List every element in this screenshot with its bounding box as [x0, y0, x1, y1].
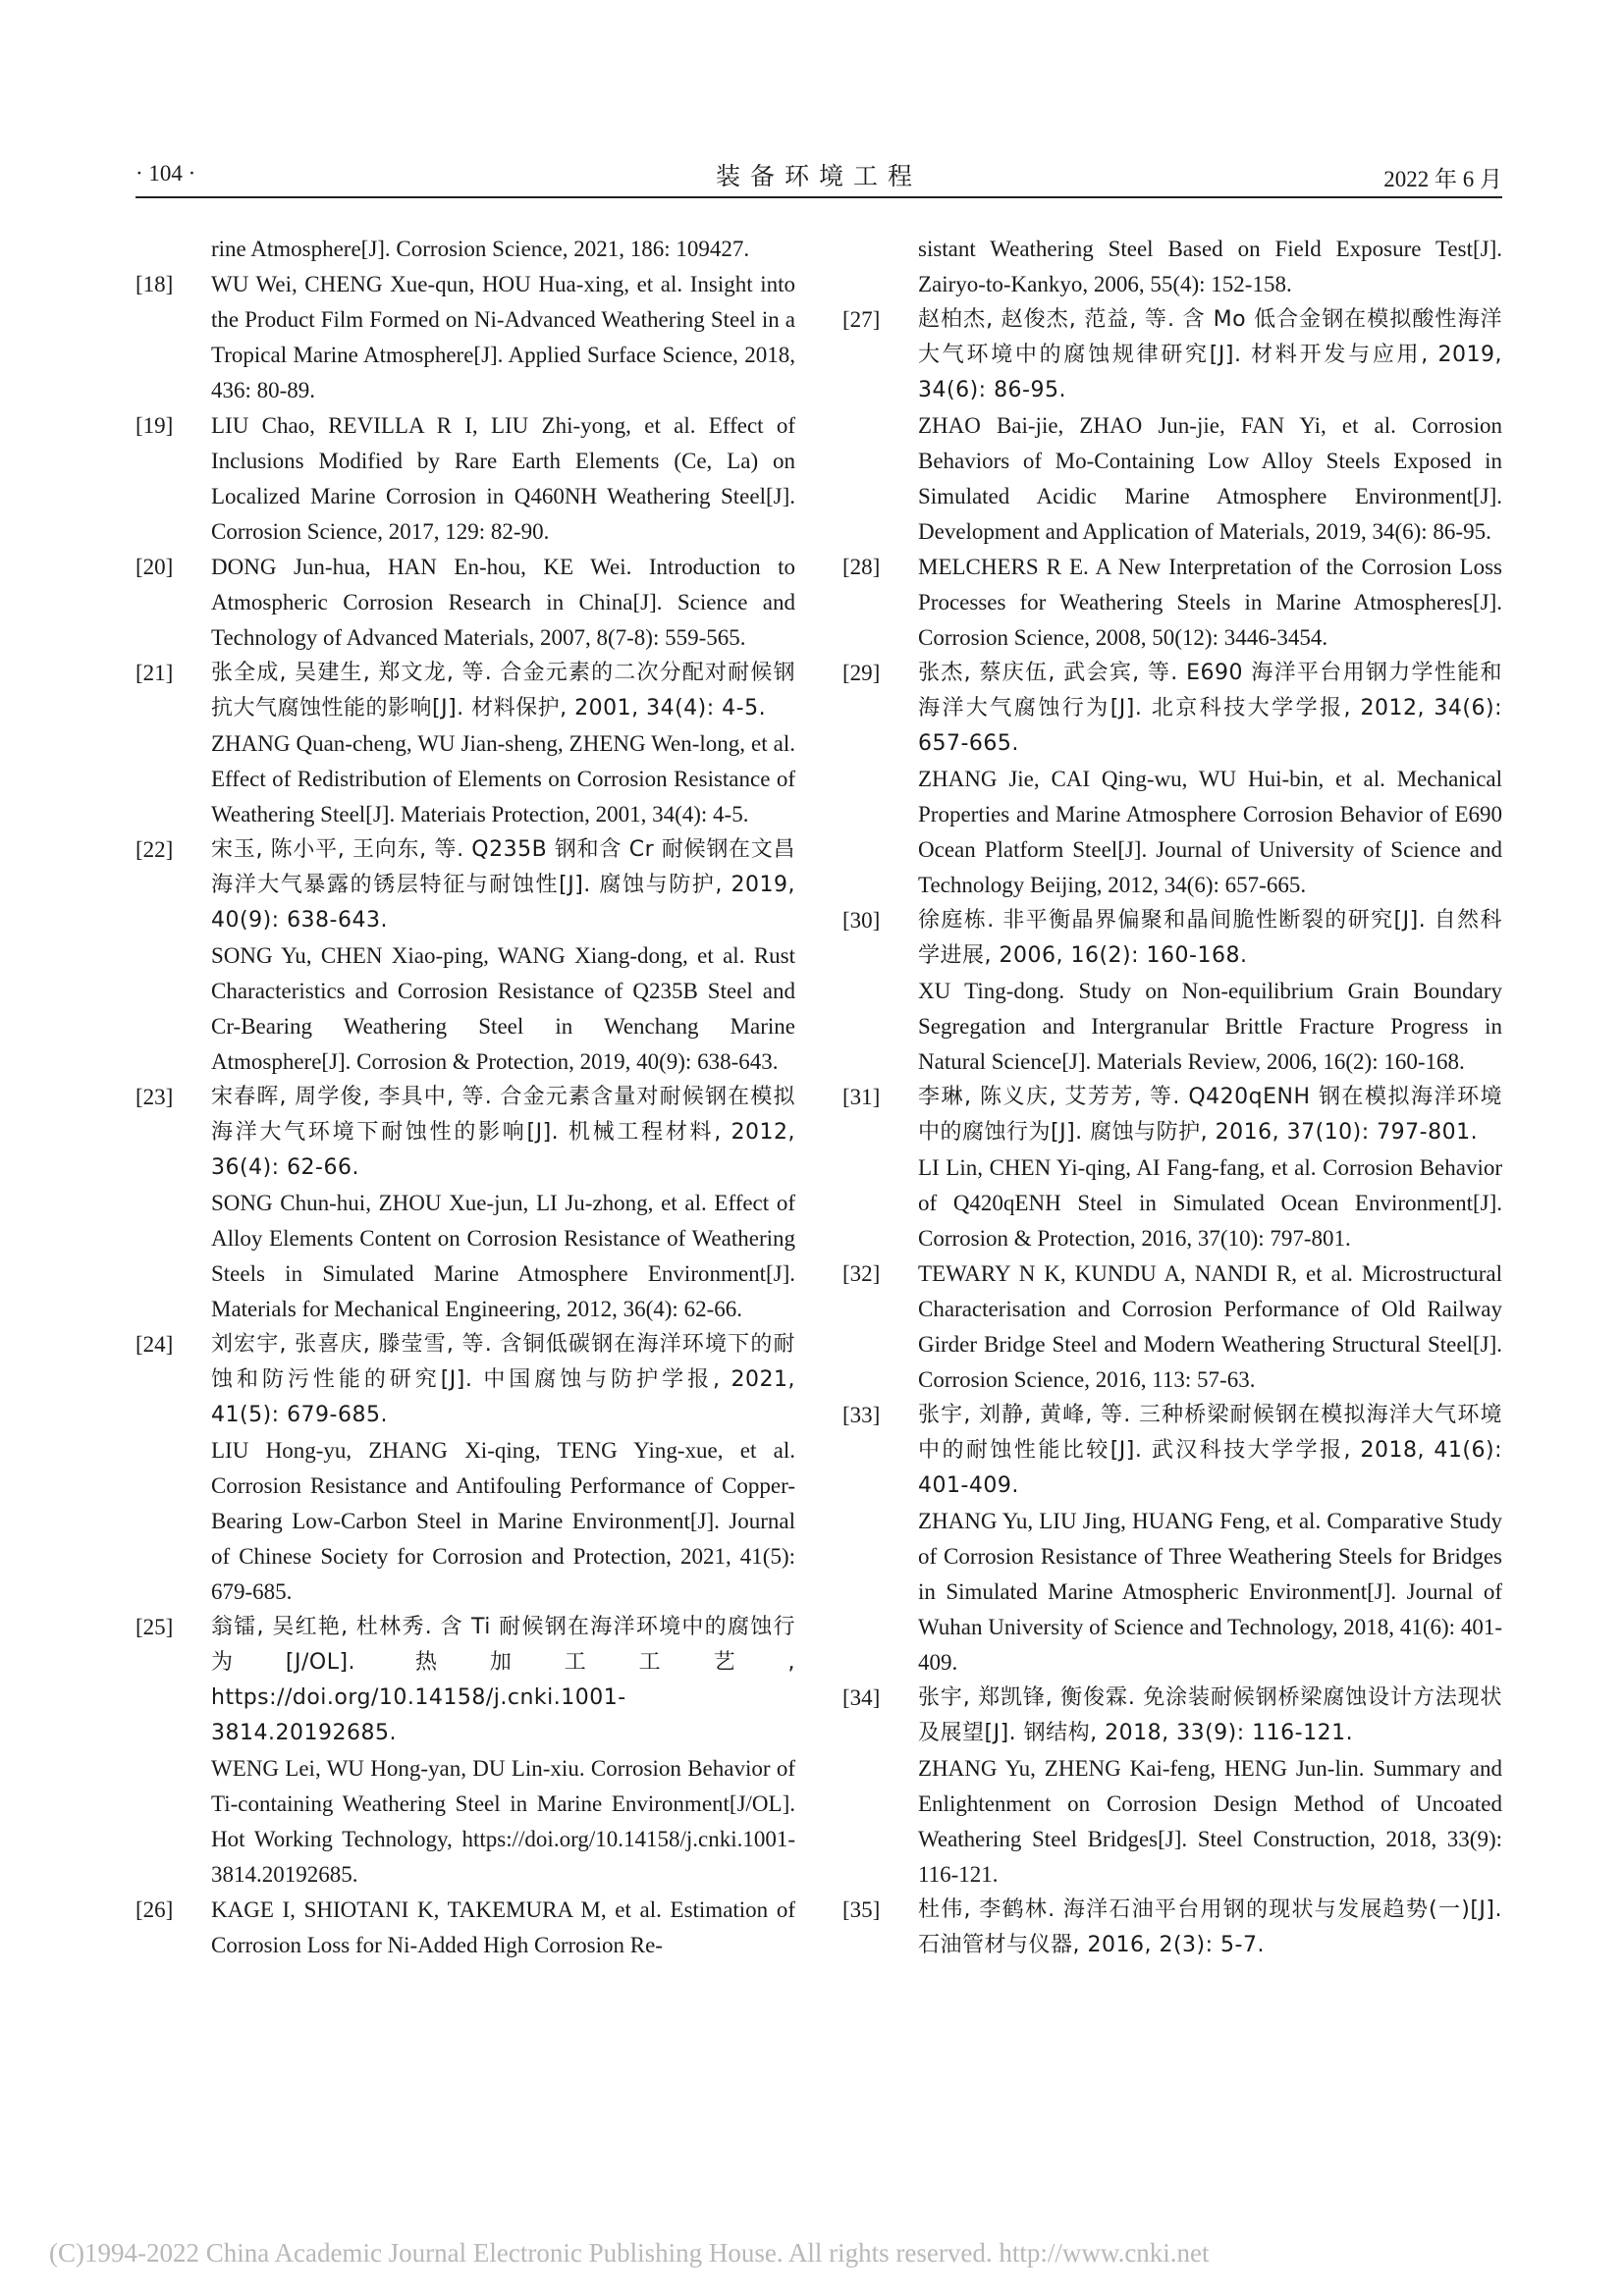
- reference-text-english: sistant Weathering Steel Based on Field Exposure Test[J]. Zairyo-to-Kankyo, 2006, 55(4): 152-158.: [918, 237, 1502, 296]
- reference-text-english: ZHANG Yu, ZHENG Kai-feng, HENG Jun-lin. Summary and Enlightenment on Corrosion Design Method of Uncoated Weathering Steel Bridges[J]. Steel Construction, 2018, 33(9): 116-121.: [918, 1756, 1502, 1887]
- reference-entry: [842, 1681, 1502, 1893]
- reference-entry: [842, 656, 1502, 903]
- reference-number: [18]: [135, 272, 174, 296]
- reference-text-chinese: 宋玉, 陈小平, 王向东, 等. Q235B 钢和含 Cr 耐候钢在文昌海洋大气暴露的锈层特征与耐蚀性[J]. 腐蚀与防护, 2019, 40(9): 638-643.: [211, 837, 795, 933]
- reference-entry: [842, 1398, 1502, 1681]
- reference-entry: [135, 1893, 795, 1963]
- issue-date: 2022 年 6 月: [1383, 167, 1502, 191]
- reference-entry: [842, 1893, 1502, 1963]
- reference-number: [19]: [135, 413, 174, 438]
- header-rule: [135, 196, 1502, 198]
- reference-column-right: [842, 232, 1502, 1963]
- reference-entry: [842, 1080, 1502, 1256]
- reference-entry: [842, 903, 1502, 1080]
- reference-entry: [135, 1327, 795, 1610]
- reference-entry: [135, 1610, 795, 1893]
- reference-entry: [135, 550, 795, 656]
- reference-entry: [135, 267, 795, 408]
- reference-entry: [135, 656, 795, 832]
- reference-text-chinese: 赵柏杰, 赵俊杰, 范益, 等. 含 Mo 低合金钢在模拟酸性海洋大气环境中的腐蚀规律研究[J]. 材料开发与应用, 2019, 34(6): 86-95.: [918, 307, 1502, 402]
- reference-text-english: SONG Chun-hui, ZHOU Xue-jun, LI Ju-zhong, et al. Effect of Alloy Elements Content on Corrosion Resistance of Weathering Steels in Simulated Marine Atmosphere Environment[J]. Materials for Mechanical Engineering, 2012, 36(4): 62-66.: [211, 1191, 795, 1321]
- reference-entry: [842, 1256, 1502, 1398]
- reference-text-chinese: 翁镭, 吴红艳, 杜林秀. 含 Ti 耐候钢在海洋环境中的腐蚀行为[J/OL]. 热加工工艺, https://doi.org/10.14158/j.cnki.1001-3814.20192685.: [211, 1615, 795, 1745]
- reference-number: [35]: [842, 1897, 881, 1922]
- reference-number: [27]: [842, 307, 881, 332]
- reference-text-chinese: 刘宏宇, 张喜庆, 滕莹雪, 等. 含铜低碳钢在海洋环境下的耐蚀和防污性能的研究[J]. 中国腐蚀与防护学报, 2021, 41(5): 679-685.: [211, 1332, 795, 1427]
- reference-text-chinese: 李琳, 陈义庆, 艾芳芳, 等. Q420qENH 钢在模拟海洋环境中的腐蚀行为[J]. 腐蚀与防护, 2016, 37(10): 797-801.: [918, 1085, 1502, 1145]
- reference-text-chinese: 杜伟, 李鹤林. 海洋石油平台用钢的现状与发展趋势(一)[J]. 石油管材与仪器, 2016, 2(3): 5-7.: [918, 1897, 1502, 1957]
- reference-text-chinese: 张杰, 蔡庆伍, 武会宾, 等. E690 海洋平台用钢力学性能和海洋大气腐蚀行为[J]. 北京科技大学学报, 2012, 34(6): 657-665.: [918, 661, 1502, 756]
- reference-number: [28]: [842, 555, 881, 579]
- reference-text-chinese: 张宇, 郑凯锋, 衡俊霖. 免涂装耐候钢桥梁腐蚀设计方法现状及展望[J]. 钢结构, 2018, 33(9): 116-121.: [918, 1685, 1502, 1745]
- copyright-footer: (C)1994-2022 China Academic Journal Electronic Publishing House. All rights reserved. http://www.cnki.net: [49, 2238, 1210, 2268]
- reference-text-english: ZHANG Yu, LIU Jing, HUANG Feng, et al. Comparative Study of Corrosion Resistance of Three Weathering Steels for Bridges in Simulated Marine Atmospheric Environment[J]. Journal of Wuhan University of Science and Technology, 2018, 41(6): 401-409.: [918, 1509, 1502, 1675]
- reference-text-english: KAGE I, SHIOTANI K, TAKEMURA M, et al. Estimation of Corrosion Loss for Ni-Added High Corrosion Re-: [211, 1897, 795, 1957]
- reference-text-english: WENG Lei, WU Hong-yan, DU Lin-xiu. Corrosion Behavior of Ti-containing Weathering Steel in Marine Environment[J/OL]. Hot Working Technology, https://doi.org/10.14158/j.cnki.1001-3814.20192685.: [211, 1756, 795, 1887]
- reference-text-chinese: 张宇, 刘静, 黄峰, 等. 三种桥梁耐候钢在模拟海洋大气环境中的耐蚀性能比较[J]. 武汉科技大学学报, 2018, 41(6): 401-409.: [918, 1403, 1502, 1498]
- reference-number: [34]: [842, 1685, 881, 1710]
- reference-entry: [135, 832, 795, 1080]
- reference-text-english: WU Wei, CHENG Xue-qun, HOU Hua-xing, et al. Insight into the Product Film Formed on Ni-Advanced Weathering Steel in a Tropical Marine Atmosphere[J]. Applied Surface Science, 2018, 436: 80-89.: [211, 272, 795, 402]
- reference-number: [20]: [135, 555, 174, 579]
- reference-number: [31]: [842, 1085, 881, 1109]
- reference-entry: [842, 302, 1502, 550]
- journal-title: 装备环境工程: [715, 162, 922, 190]
- page-header: [135, 157, 1502, 196]
- reference-text-english: TEWARY N K, KUNDU A, NANDI R, et al. Microstructural Characterisation and Corrosion Performance of Old Railway Girder Bridge Steel and Modern Weathering Structural Steel[J]. Corrosion Science, 2016, 113: 57-63.: [918, 1261, 1502, 1392]
- reference-text-english: SONG Yu, CHEN Xiao-ping, WANG Xiang-dong, et al. Rust Characteristics and Corrosion Resistance of Q235B Steel and Cr-Bearing Weathering Steel in Wenchang Marine Atmosphere[J]. Corrosion & Protection, 2019, 40(9): 638-643.: [211, 943, 795, 1074]
- reference-entry: [135, 232, 795, 267]
- reference-entry: [842, 232, 1502, 302]
- reference-number: [24]: [135, 1332, 174, 1357]
- reference-text-english: LI Lin, CHEN Yi-qing, AI Fang-fang, et al. Corrosion Behavior of Q420qENH Steel in Simulated Ocean Environment[J]. Corrosion & Protection, 2016, 37(10): 797-801.: [918, 1155, 1502, 1251]
- reference-text-english: XU Ting-dong. Study on Non-equilibrium Grain Boundary Segregation and Intergranular Brittle Fracture Progress in Natural Science[J]. Materials Review, 2006, 16(2): 160-168.: [918, 979, 1502, 1074]
- reference-text-chinese: 张全成, 吴建生, 郑文龙, 等. 合金元素的二次分配对耐候钢抗大气腐蚀性能的影响[J]. 材料保护, 2001, 34(4): 4-5.: [211, 661, 795, 721]
- reference-entry: [135, 408, 795, 550]
- reference-number: [22]: [135, 837, 174, 862]
- reference-text-english: ZHANG Quan-cheng, WU Jian-sheng, ZHENG Wen-long, et al. Effect of Redistribution of Elements on Corrosion Resistance of Weathering Steel[J]. Materiais Protection, 2001, 34(4): 4-5.: [211, 731, 795, 827]
- reference-number: [25]: [135, 1615, 174, 1639]
- reference-number: [30]: [842, 908, 881, 933]
- reference-entry: [135, 1080, 795, 1327]
- reference-text-english: ZHAO Bai-jie, ZHAO Jun-jie, FAN Yi, et al. Corrosion Behaviors of Mo-Containing Low Alloy Steels Exposed in Simulated Acidic Marine Atmosphere Environment[J]. Development and Application of Materials, 2019, 34(6): 86-95.: [918, 413, 1502, 544]
- reference-text-english: ZHANG Jie, CAI Qing-wu, WU Hui-bin, et al. Mechanical Properties and Marine Atmosphere Corrosion Behavior of E690 Ocean Platform Steel[J]. Journal of University of Science and Technology Beijing, 2012, 34(6): 657-665.: [918, 767, 1502, 897]
- reference-entry: [842, 550, 1502, 656]
- reference-text-chinese: 宋春晖, 周学俊, 李具中, 等. 合金元素含量对耐候钢在模拟海洋大气环境下耐蚀性的影响[J]. 机械工程材料, 2012, 36(4): 62-66.: [211, 1085, 795, 1180]
- reference-number: [32]: [842, 1261, 881, 1286]
- reference-text-english: MELCHERS R E. A New Interpretation of the Corrosion Loss Processes for Weathering Steels in Marine Atmospheres[J]. Corrosion Science, 2008, 50(12): 3446-3454.: [918, 555, 1502, 650]
- reference-number: [21]: [135, 661, 174, 685]
- reference-number: [26]: [135, 1897, 174, 1922]
- reference-number: [29]: [842, 661, 881, 685]
- reference-text-english: LIU Hong-yu, ZHANG Xi-qing, TENG Ying-xue, et al. Corrosion Resistance and Antifouling Performance of Copper-Bearing Low-Carbon Steel in Marine Environment[J]. Journal of Chinese Society for Corrosion and Protection, 2021, 41(5): 679-685.: [211, 1438, 795, 1604]
- reference-text-chinese: 徐庭栋. 非平衡晶界偏聚和晶间脆性断裂的研究[J]. 自然科学进展, 2006, 16(2): 160-168.: [918, 908, 1502, 968]
- reference-text-english: rine Atmosphere[J]. Corrosion Science, 2021, 186: 109427.: [211, 237, 750, 261]
- reference-number: [23]: [135, 1085, 174, 1109]
- reference-column-left: [135, 232, 795, 1963]
- reference-number: [33]: [842, 1403, 881, 1427]
- reference-text-english: DONG Jun-hua, HAN En-hou, KE Wei. Introduction to Atmospheric Corrosion Research in China[J]. Science and Technology of Advanced Materials, 2007, 8(7-8): 559-565.: [211, 555, 795, 650]
- page-number: · 104 ·: [135, 161, 196, 186]
- reference-text-english: LIU Chao, REVILLA R I, LIU Zhi-yong, et al. Effect of Inclusions Modified by Rare Earth Elements (Ce, La) on Localized Marine Corrosion in Q460NH Weathering Steel[J]. Corrosion Science, 2017, 129: 82-90.: [211, 413, 795, 544]
